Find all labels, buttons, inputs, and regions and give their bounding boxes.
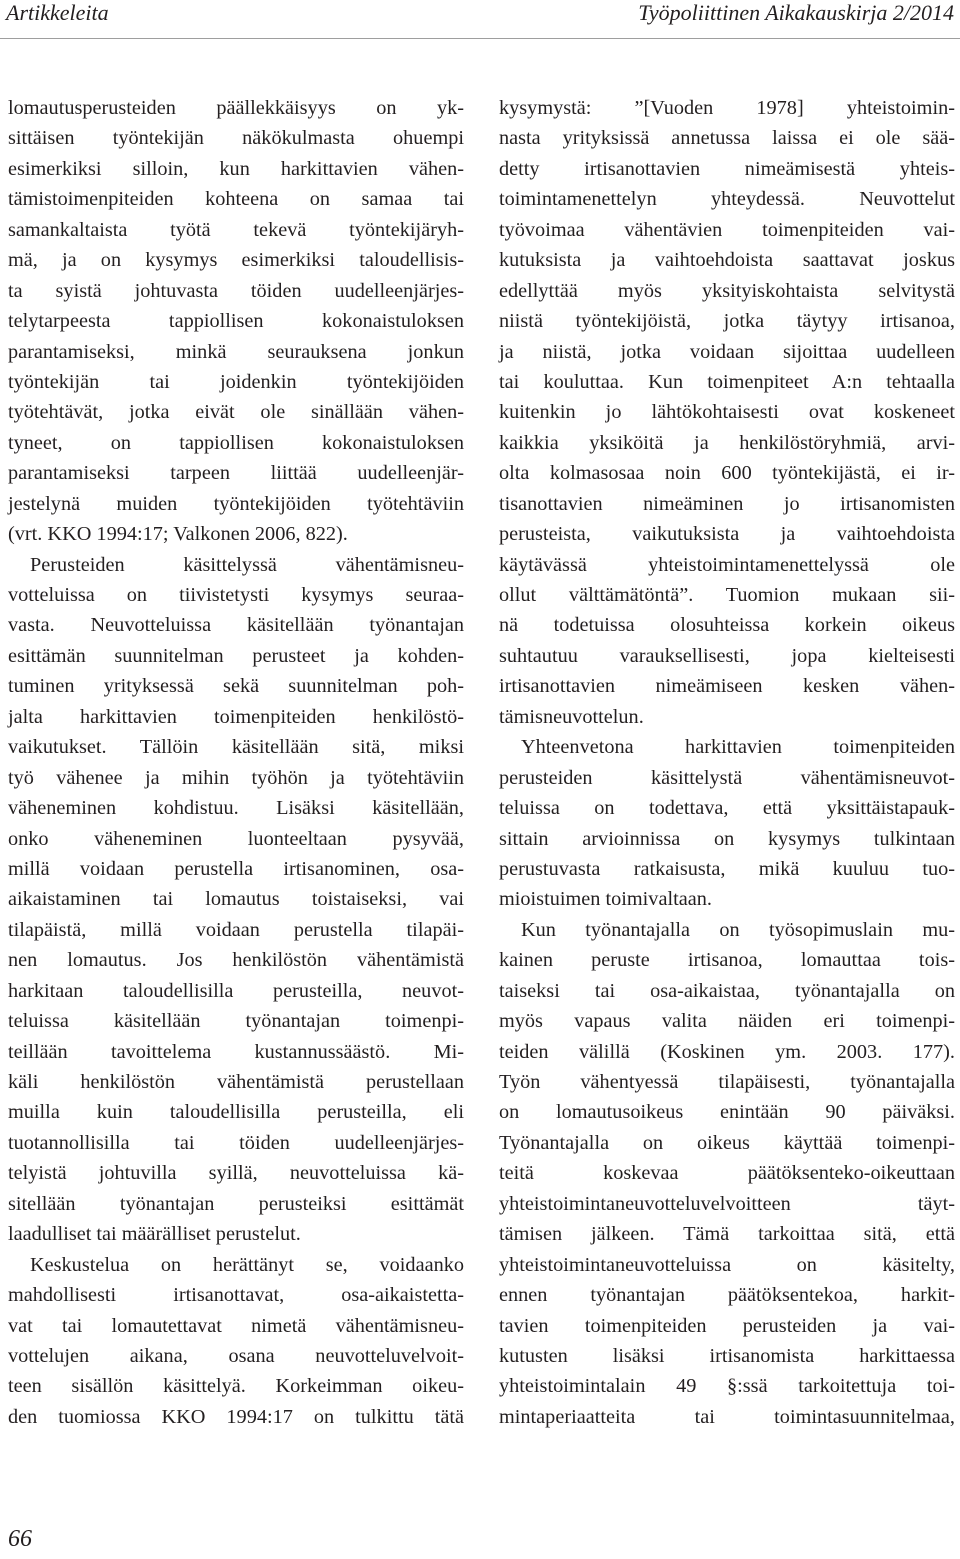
text-line: laadulliset tai määrälliset perustelut. — [8, 1223, 301, 1246]
text-line: votteluissa on tiivistetysti kysymys seuraa- — [8, 584, 464, 606]
text-line: teluissa on todettava, että yksittäistapauk- — [499, 797, 955, 820]
text-line: perusteiden käsittelystä vähentämisneuvot- — [499, 766, 955, 789]
header-divider — [0, 38, 960, 39]
text-line: taiseksi tai osa-aikaistaa, työnantajalla on — [499, 979, 955, 1002]
text-line: ta syistä johtuvasta töiden uudelleenjärjes- — [8, 279, 464, 302]
text-line: perustuvasta ratkaisusta, mikä kuuluu tuo- — [499, 857, 955, 880]
text-line: tai kouluttaa. Kun toimenpiteet A:n tehtaalla — [499, 370, 955, 393]
text-line: tyneet, on tappiollisen kokonaistuloksen — [8, 431, 464, 454]
text-line: telytarpeesta tappiollisen kokonaistuloksen — [8, 310, 464, 333]
text-line: olta kolmasosaa noin 600 työntekijästä, ei ir- — [499, 462, 955, 485]
text-line: niistä työntekijöistä, jotka täytyy irtisanoa, — [499, 310, 955, 333]
text-line: Keskustelua on herättänyt se, voidaanko — [30, 1253, 464, 1276]
text-line: den tuomiossa KKO 1994:17 on tulkittu tätä — [8, 1405, 464, 1428]
text-line: tämistoimenpiteiden kohteena on samaa tai — [8, 188, 464, 211]
text-line: ollut välttämätöntä”. Tuomion mukaan sii- — [499, 584, 955, 606]
text-line: tämisen jälkeen. Tämä tarkoittaa sitä, että — [499, 1223, 955, 1246]
text-line: mintaperiaatteita tai toimintasuunnitelmaa, — [499, 1405, 955, 1428]
text-line: Perusteiden käsittelyssä vähentämisneu- — [30, 553, 464, 576]
text-line: muilla kuin taloudellisilla perusteilla, eli — [8, 1101, 464, 1124]
page-number: 66 — [8, 1526, 32, 1552]
text-line: ennen työnantajan päätöksentekoa, harkit- — [499, 1284, 955, 1307]
text-line: samankaltaista työtä tekevä työntekijäryh- — [8, 218, 464, 241]
text-line: yhteistoimintaneuvotteluissa on käsitelty, — [499, 1253, 955, 1276]
text-line: esittämän suunnitelman perusteet ja kohden- — [8, 644, 464, 667]
text-line: myös vapaus valita näiden eri toimenpi- — [499, 1010, 955, 1033]
text-line: käytävässä yhteistoimintamenettelyssä ole — [499, 553, 955, 576]
text-line: jalta harkittavien toimenpiteiden henkilöstö- — [8, 705, 464, 728]
text-line: Yhteenvetona harkittavien toimenpiteiden — [521, 736, 955, 759]
text-line: työtehtävät, jotka eivät ole sinällään vähen- — [8, 401, 464, 424]
text-line: työvoimaa vähentävien toimenpiteiden vai- — [499, 218, 955, 241]
text-line: tavien toimenpiteiden perusteiden ja vai- — [499, 1314, 955, 1337]
text-line: lomautusperusteiden päällekkäisyys on yk- — [8, 97, 464, 119]
text-line: tilapäistä, millä voidaan perustella tilapäi- — [8, 918, 464, 941]
text-line: tämisneuvottelun. — [499, 705, 644, 728]
text-line: mahdollisesti irtisanottavat, osa-aikaistetta- — [8, 1284, 464, 1307]
left-text-column — [8, 93, 464, 1432]
text-line: mioistuimen toimivaltaan. — [499, 888, 712, 911]
text-line: sittäisen työntekijän näkökulmasta ohuempi — [8, 127, 464, 150]
text-line: Työnantajalla on oikeus käyttää toimenpi- — [499, 1131, 955, 1154]
text-line: nä todetuissa olosuhteissa korkein oikeus — [499, 614, 955, 637]
text-line: sitellään työnantajan perusteiksi esittämät — [8, 1192, 464, 1215]
text-line: kaikkia yksiköitä ja henkilöstöryhmiä, arvi- — [499, 431, 955, 454]
text-line: on lomautusoikeus enintään 90 päiväksi. — [499, 1101, 955, 1124]
text-line: detty irtisanottavien nimeämisestä yhteis- — [499, 157, 955, 180]
text-line: jestelynä muiden työntekijöiden työtehtäviin — [8, 492, 464, 515]
text-line: teitä koskevaa päätöksenteko-oikeuttaan — [499, 1162, 955, 1185]
text-line: harkitaan taloudellisilla perusteilla, neuvot- — [8, 979, 464, 1002]
text-line: vat tai lomautettavat nimetä vähentämisneu- — [8, 1314, 464, 1337]
right-text-column — [499, 93, 955, 1432]
text-line: tuminen yrityksessä sekä suunnitelman poh- — [8, 675, 464, 698]
text-line: kutusten lisäksi irtisanomista harkittaessa — [499, 1344, 955, 1367]
text-line: esimerkiksi silloin, kun harkittavien vähen- — [8, 157, 464, 180]
text-line: työ vähenee ja mihin työhön ja työtehtäviin — [8, 766, 464, 789]
text-line: tuotannollisilla tai töiden uudelleenjärjes- — [8, 1131, 464, 1154]
text-line: irtisanottavien nimeämiseen kesken vähen- — [499, 675, 955, 698]
journal-title: Työpoliittinen Aikakauskirja 2/2014 — [638, 0, 954, 25]
text-line: ja niistä, jotka voidaan sijoittaa uudelleen — [499, 340, 955, 363]
text-line: kysymystä: ”[Vuoden 1978] yhteistoimin- — [499, 97, 955, 119]
text-line: väheneminen kohdistuu. Lisäksi käsitellään, — [8, 797, 464, 820]
text-line: yhteistoimintalain 49 §:ssä tarkoitettuja toi- — [499, 1375, 955, 1398]
text-line: työntekijän tai joidenkin työntekijöiden — [8, 370, 464, 393]
text-line: käli henkilöstön vähentämistä perustellaan — [8, 1071, 464, 1093]
text-line: kainen peruste irtisanoa, lomauttaa tois- — [499, 949, 955, 972]
text-line: millä voidaan perustella irtisanominen, osa- — [8, 857, 464, 880]
text-line: vasta. Neuvotteluissa käsitellään työnantajan — [8, 614, 464, 637]
text-line: Työn vähentyessä tilapäisesti, työnantajalla — [499, 1071, 955, 1093]
text-line: teiden välillä (Koskinen ym. 2003. 177). — [499, 1040, 955, 1063]
text-line: toimintamenettelyn yhteydessä. Neuvottelut — [499, 188, 955, 211]
text-line: nen lomautus. Jos henkilöstön vähentämistä — [8, 949, 464, 972]
text-line: aikaistaminen tai lomautus toistaiseksi, vai — [8, 888, 464, 911]
text-line: onko väheneminen luonteeltaan pysyvää, — [8, 827, 464, 850]
text-line: suhtautuu varauksellisesti, jopa kielteisesti — [499, 644, 955, 667]
text-line: (vrt. KKO 1994:17; Valkonen 2006, 822). — [8, 523, 348, 546]
text-line: edellyttää myös yksityiskohtaista selvitystä — [499, 279, 955, 302]
text-line: perusteista, vaikutuksista ja vaihtoehdoista — [499, 523, 955, 546]
text-line: teillään tavoittelema kustannussäästö. Mi- — [8, 1040, 464, 1063]
text-line: parantamiseksi tarpeen liittää uudelleenjär- — [8, 462, 464, 485]
text-line: telyistä johtuvilla syillä, neuvotteluissa kä- — [8, 1162, 464, 1185]
text-line: teen sisällön käsittelyä. Korkeimman oikeu- — [8, 1375, 464, 1398]
text-line: tisanottavien nimeäminen jo irtisanomisten — [499, 492, 955, 515]
text-line: teluissa käsitellään työnantajan toimenpi- — [8, 1010, 464, 1033]
text-line: mä, ja on kysymys esimerkiksi taloudellisis- — [8, 249, 464, 272]
text-line: Kun työnantajalla on työsopimuslain mu- — [521, 918, 955, 941]
text-line: kuitenkin jo lähtökohtaisesti ovat koskeneet — [499, 401, 955, 424]
text-line: yhteistoimintaneuvotteluvelvoitteen täyt- — [499, 1192, 955, 1215]
text-line: sittain arvioinnissa on kysymys tulkintaan — [499, 827, 955, 850]
text-line: nasta yrityksissä annetussa laissa ei ole sää- — [499, 127, 955, 150]
section-label: Artikkeleita — [6, 0, 109, 25]
text-line: vaikutukset. Tällöin käsitellään sitä, miksi — [8, 736, 464, 759]
text-line: parantamiseksi, minkä seurauksena jonkun — [8, 340, 464, 363]
text-line: vottelujen aikana, osana neuvotteluvelvoit- — [8, 1344, 464, 1367]
text-line: kutuksista ja vaihtoehdoista saattavat joskus — [499, 249, 955, 272]
